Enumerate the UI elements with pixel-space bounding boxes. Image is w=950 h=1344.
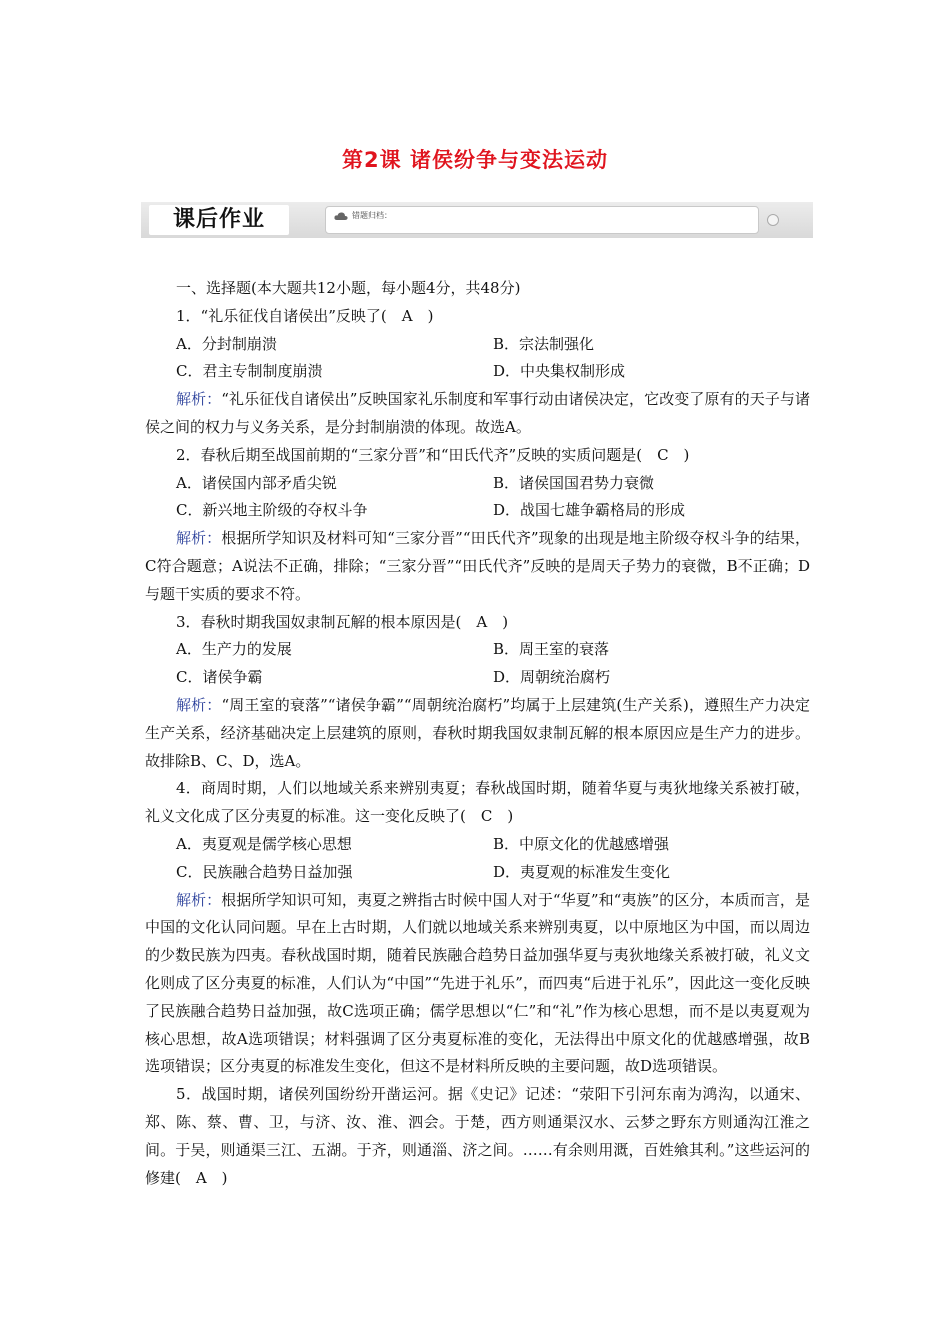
option: C．诸侯争霸 bbox=[176, 668, 263, 687]
option: D．夷夏观的标准发生变化 bbox=[493, 862, 671, 881]
analysis-label: 解析： bbox=[176, 390, 222, 409]
cloud-icon bbox=[334, 211, 348, 221]
option: A．夷夏观是儒学核心思想 bbox=[176, 834, 352, 853]
section-heading: 一、选择题(本大题共12小题，每小题4分，共48分) bbox=[176, 279, 521, 297]
option-row bbox=[145, 831, 810, 859]
option: A．诸侯国内部矛盾尖锐 bbox=[176, 473, 337, 492]
option: B．宗法制强化 bbox=[493, 334, 595, 353]
option-row bbox=[145, 859, 810, 887]
option: A．生产力的发展 bbox=[176, 640, 292, 659]
analysis bbox=[145, 887, 810, 1082]
option: C．新兴地主阶级的夺权斗争 bbox=[176, 501, 368, 520]
page-title: 第2课 诸侯纷争与变法运动 bbox=[342, 148, 608, 172]
error-archive-box[interactable] bbox=[325, 206, 759, 234]
circle-icon bbox=[767, 214, 779, 226]
option: A．分封制崩溃 bbox=[176, 334, 277, 353]
question-stem: 4．商周时期，人们以地域关系来辨别夷夏；春秋战国时期，随着华夏与夷狄地缘关系被打破，礼义文化成了区分夷夏的标准。这一变化反映了( C ) bbox=[145, 779, 810, 826]
analysis-text: 根据所学知识可知，夷夏之辨指古时候中国人对于“华夏”和“夷族”的区分，本质而言，是中国的文化认同问题。早在上古时期，人们就以地域关系来辨别夷夏，以中原地区为中国，而以周边的少数民族为四夷。春秋战国时期，随着民族融合趋势日益加强华夏与夷狄地缘关系被打破，礼义文化则成了区分夷夏的标准，人们认为“中国”“先进于礼乐”，而四夷“后进于礼乐”，因此这一变化反映了民族融合趋势日益加强，故C选项正确；儒学思想以“仁”和“礼”作为核心思想，而不是以夷夏观为核心思想，故A选项错误；材料强调了区分夷夏标准的变化，无法得出中原文化的优越感增强，故B选项错误；区分夷夏的标准发生变化，但这不是材料所反映的主要问题，故D选项错误。 bbox=[145, 890, 810, 1076]
option: B．中原文化的优越感增强 bbox=[493, 834, 670, 853]
error-archive-label: 错题归档： bbox=[352, 211, 392, 220]
analysis-text: “礼乐征伐自诸侯出”反映国家礼乐制度和军事行动由诸侯决定，它改变了原有的天子与诸侯之间的权力与义务关系，是分封制崩溃的体现。故选A。 bbox=[145, 390, 810, 436]
option-row bbox=[145, 331, 810, 359]
analysis bbox=[145, 525, 810, 608]
analysis-label: 解析： bbox=[176, 890, 222, 909]
banner-label: 课后作业 bbox=[149, 205, 289, 235]
analysis bbox=[145, 386, 810, 442]
option: C．民族融合趋势日益加强 bbox=[176, 862, 353, 881]
option: D．周朝统治腐朽 bbox=[493, 668, 611, 687]
analysis bbox=[145, 692, 810, 775]
option-row bbox=[145, 470, 810, 498]
question-content bbox=[145, 275, 810, 1192]
option-row bbox=[145, 636, 810, 664]
option: D．战国七雄争霸格局的形成 bbox=[493, 501, 686, 520]
option: D．中央集权制形成 bbox=[493, 362, 626, 381]
analysis-text: 根据所学知识及材料可知“三家分晋”“田氏代齐”现象的出现是地主阶级夺权斗争的结果，C符合题意；A说法不正确，排除；“三家分晋”“田氏代齐”反映的是周天子势力的衰微，B不正确；D与题干实质的要求不符。 bbox=[145, 529, 810, 603]
question-stem: 2．春秋后期至战国前期的“三家分晋”和“田氏代齐”反映的实质问题是( C ) bbox=[176, 445, 690, 464]
option: C．君主专制制度崩溃 bbox=[176, 362, 323, 381]
option: B．周王室的衰落 bbox=[493, 640, 610, 659]
analysis-text: “周王室的衰落”“诸侯争霸”“周朝统治腐朽”均属于上层建筑(生产关系)，遵照生产力决定生产关系，经济基础决定上层建筑的原则，春秋时期我国奴隶制瓦解的根本原因应是生产力的进步。故排除B、C、D，选A。 bbox=[145, 695, 810, 770]
option: B．诸侯国国君势力衰微 bbox=[493, 473, 655, 492]
question-stem: 3．春秋时期我国奴隶制瓦解的根本原因是( A ) bbox=[176, 612, 509, 631]
homework-banner bbox=[141, 202, 813, 238]
option-row bbox=[145, 358, 810, 386]
option-row bbox=[145, 497, 810, 525]
analysis-label: 解析： bbox=[176, 695, 222, 714]
question-stem: 1．“礼乐征伐自诸侯出”反映了( A ) bbox=[176, 306, 434, 325]
option-row bbox=[145, 664, 810, 692]
analysis-label: 解析： bbox=[176, 529, 222, 548]
question-stem: 5．战国时期，诸侯列国纷纷开凿运河。据《史记》记述：“荥阳下引河东南为鸿沟，以通宋、郑、陈、蔡、曹、卫，与济、汝、淮、泗会。于楚，西方则通渠汉水、云梦之野东方则通沟江淮之间。于吴，则通渠三江、五湖。于齐，则通淄、济之间。……有余则用溉，百姓飨其利。”这些运河的修建( A ) bbox=[145, 1085, 810, 1187]
